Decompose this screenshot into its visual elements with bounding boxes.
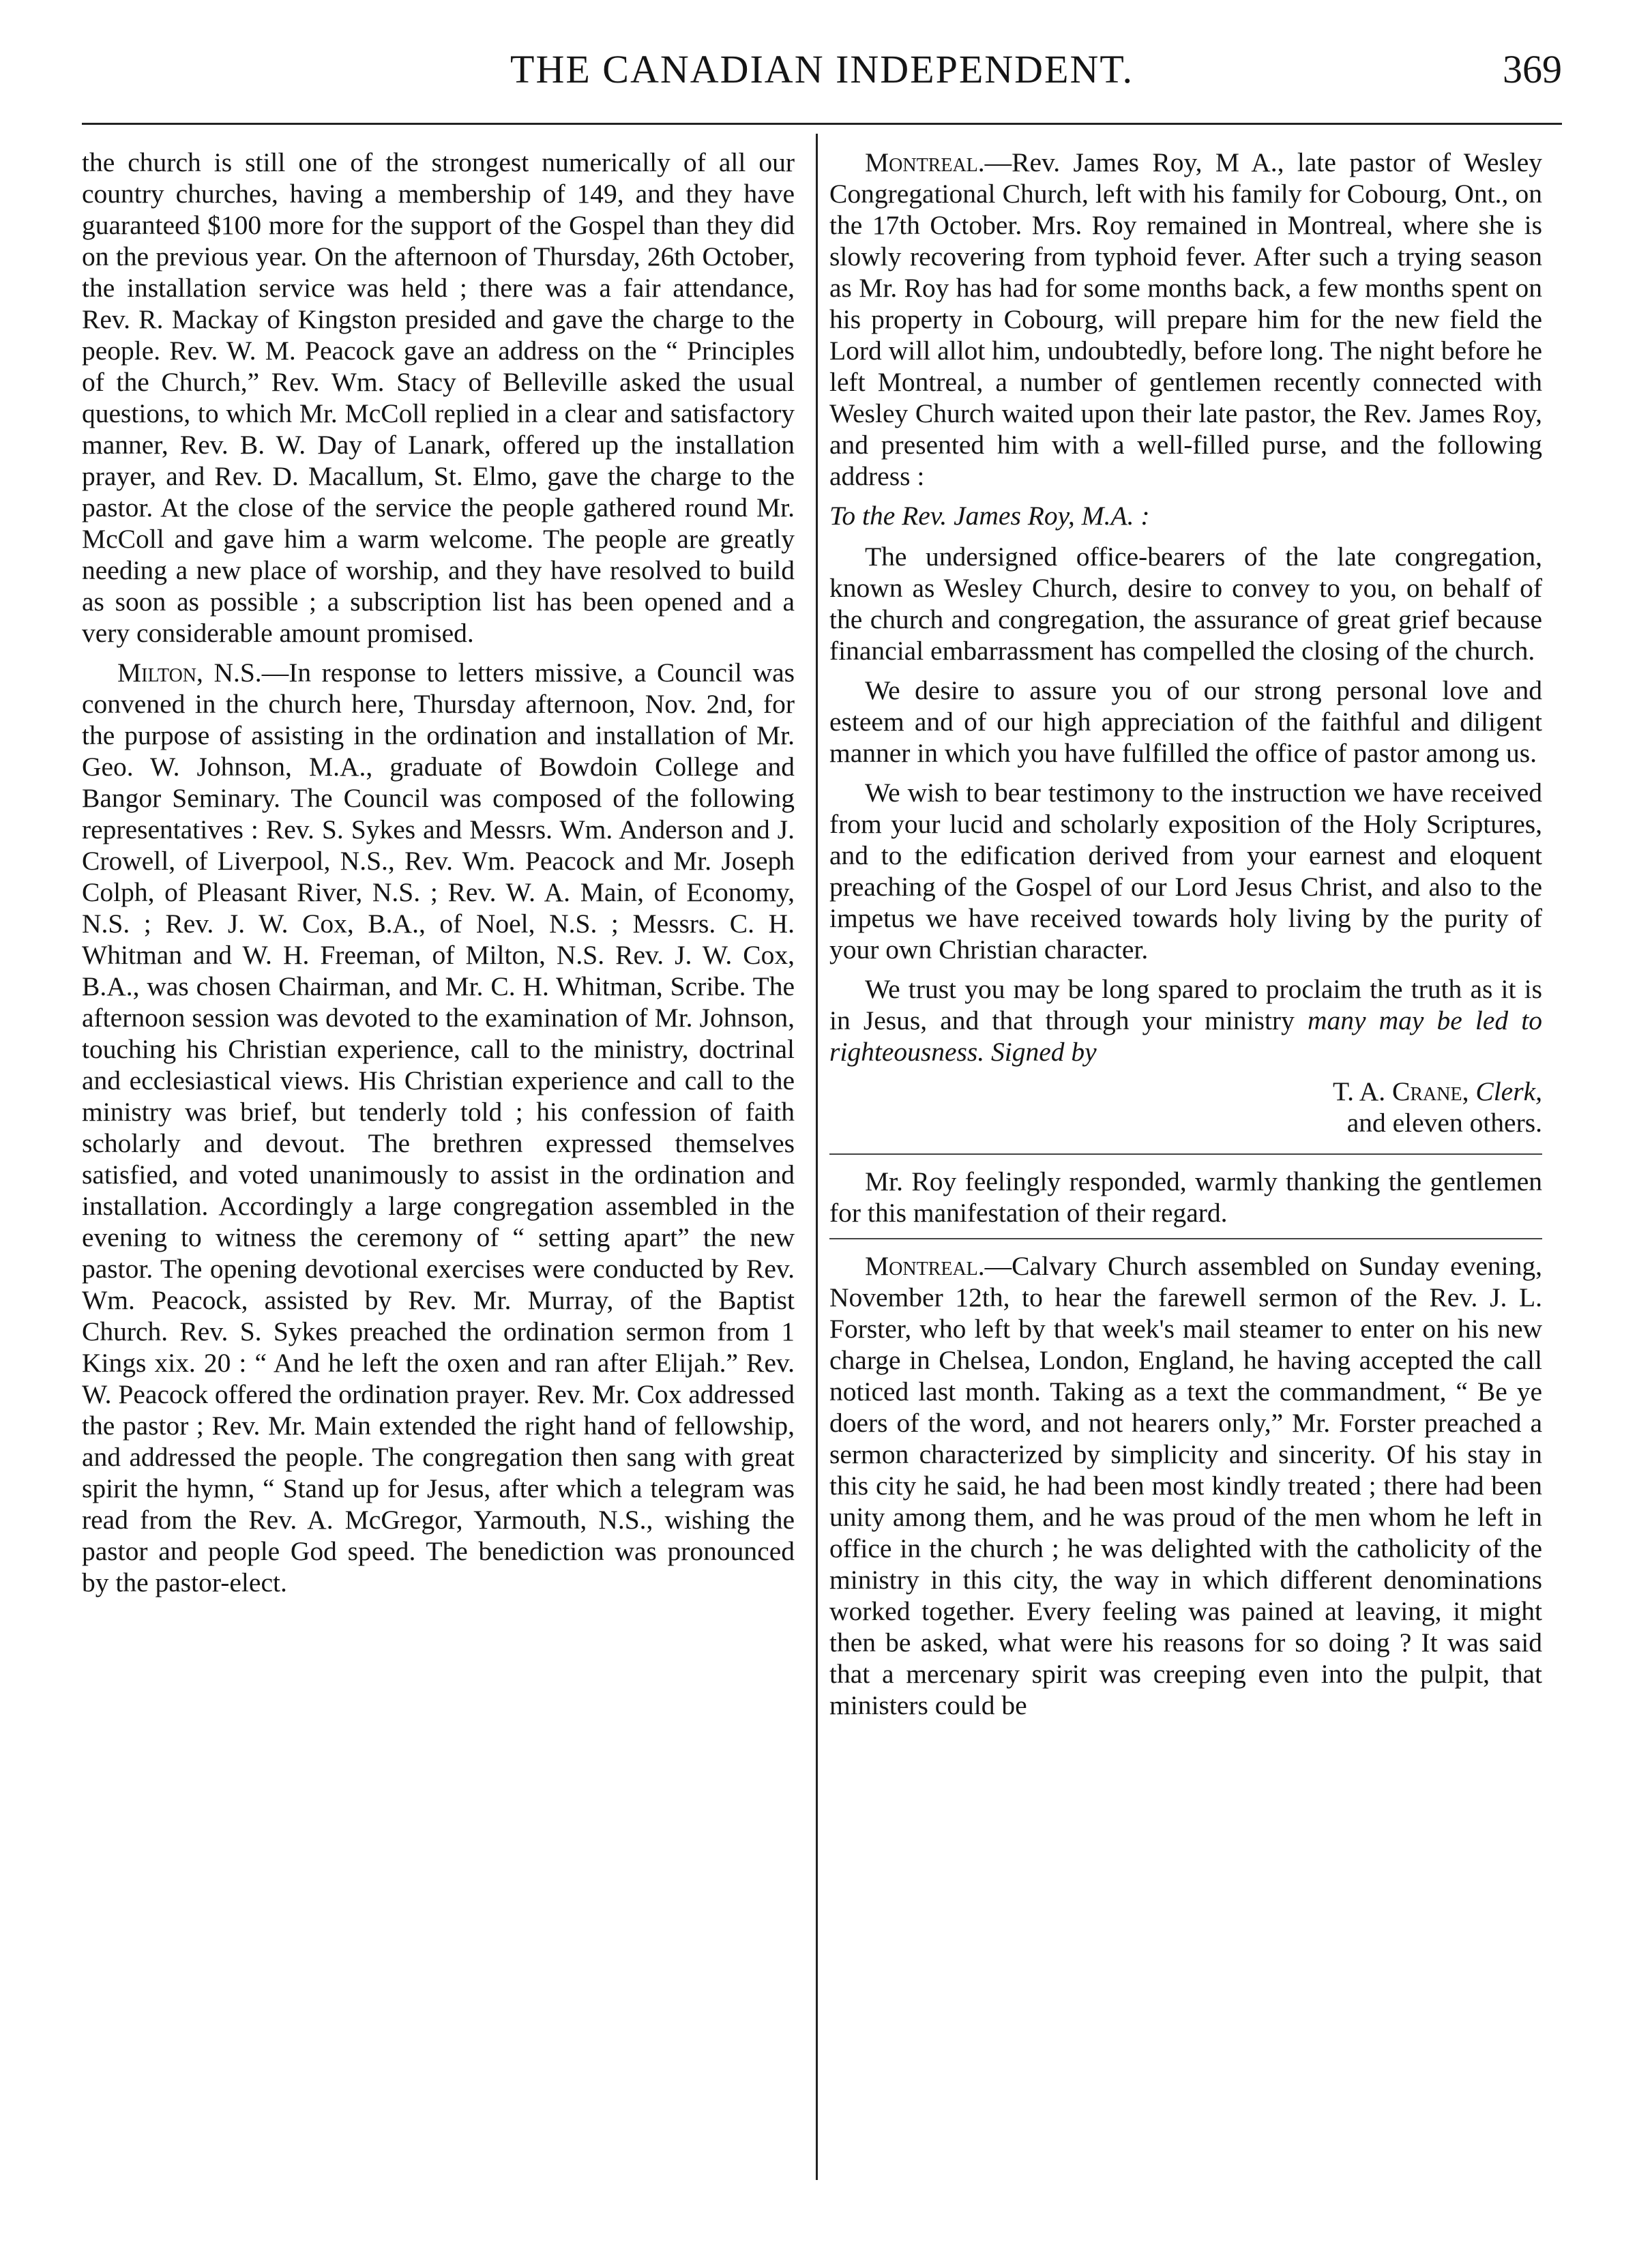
running-title: THE CANADIAN INDEPENDENT. bbox=[510, 47, 1134, 91]
address-text-italic: many may be led to righteousness. Signed by bbox=[829, 1005, 1542, 1067]
header-rule bbox=[82, 123, 1562, 125]
paragraph-milton bbox=[82, 657, 795, 1598]
page-header bbox=[82, 34, 1562, 116]
left-column bbox=[82, 147, 795, 1606]
right-column bbox=[829, 147, 1542, 1729]
address-salutation: To the Rev. James Roy, M.A. : bbox=[829, 501, 1150, 531]
address-paragraph: The undersigned office-bearers of the late congregation, known as Wesley Church, desire to convey to you, on behalf of the church and congregation, the assurance of great grief because financial embarrassment has compelled the closing of the church. bbox=[829, 542, 1542, 666]
paragraph: Mr. Roy feelingly responded, warmly thanking the gentlemen for this manifestation of their regard. bbox=[829, 1166, 1542, 1228]
signatory-role: Clerk, bbox=[1475, 1076, 1542, 1106]
paragraph-text: —Rev. James Roy, M A., late pastor of Wesley Congregational Church, left with his family for Cobourg, Ont., on the 17th October. Mrs. Roy remained in Montreal, where she is slowly recovering from typhoid fever. After such a trying season as Mr. Roy has had for some months back, a few months spent on his property in Cobourg, will prepare him for the new field the Lord will allot him, undoubtedly, before long. The night before he left Montreal, a number of gentlemen recently connected with Wesley Church waited upon their late pastor, the Rev. James Roy, and presented him with a well-filled purse, and the following address : bbox=[829, 147, 1542, 491]
paragraph-text: —In response to letters missive, a Council was convened in the church here, Thursday afternoon, Nov. 2nd, for the purpose of assisting in the ordination and installation of Mr. Geo. W. Johnson, M.A., graduate of Bowdoin College and Bangor Seminary. The Council was composed of the following representatives : Rev. S. Sykes and Messrs. Wm. Anderson and J. Crowell, of Liverpool, N.S., Rev. Wm. Peacock and Mr. Joseph Colph, of Pleasant River, N.S. ; Rev. W. A. Main, of Economy, N.S. ; Rev. J. W. Cox, B.A., of Noel, N.S. ; Messrs. C. H. Whitman and W. H. Freeman, of Milton, N.S. Rev. J. W. Cox, B.A., was chosen Chairman, and Mr. C. H. Whitman, Scribe. The afternoon session was devoted to the examination of Mr. Johnson, touching his Christian experience, call to the ministry, doctrinal and ecclesiastical views. His Christian experience and call to the ministry was brief, but tenderly told ; his confession of faith scholarly and devout. The brethren expressed themselves satisfied, and voted unanimously to assist in the ordination and installation. Accordingly a large congregation assembled in the evening to witness the ceremony of “ setting apart” the new pastor. The opening devotional exercises were conducted by Rev. Wm. Peacock, assisted by Rev. Mr. Murray, of the Baptist Church. Rev. S. Sykes preached the ordination sermon from 1 Kings xix. 20 : “ And he left the oxen and ran after Elijah.” Rev. W. Peacock offered the ordination prayer. Rev. Mr. Cox addressed the pastor ; Rev. Mr. Main extended the right hand of fellowship, and addressed the people. The congregation then sang with great spirit the hymn, “ Stand up for Jesus, after which a telegram was read from the Rev. A. McGregor, Yarmouth, N.S., wishing the pastor and people God speed. The benediction was pronounced by the pastor-elect. bbox=[82, 658, 795, 1597]
paragraph-text: —Calvary Church assembled on Sunday evening, November 12th, to hear the farewell sermon of the Rev. J. L. Forster, who left by that week's mail steamer to enter on his new charge in Chelsea, London, England, he having accepted the call noticed last month. Taking as a text the commandment, “ Be ye doers of the word, and not hearers only,” Mr. Forster preached a sermon characterized by simplicity and sincerity. Of his stay in this city he said, he had been most kindly treated ; there had been unity among them, and he was proud of the men whom he left in office in the church ; he was delighted with the catholicity of the ministry in this city, the way in which different denominations worked together. Every feeling was pained at leaving, it might then be asked, what were his reasons for so doing ? It was said that a mercenary spirit was creeping even into the pulpit, that ministers could be bbox=[829, 1251, 1542, 1720]
column-divider bbox=[816, 134, 818, 2180]
signature-block bbox=[829, 1076, 1542, 1138]
address-paragraph bbox=[829, 973, 1542, 1067]
section-divider bbox=[829, 1153, 1542, 1155]
dateline: Milton, N.S. bbox=[117, 658, 262, 688]
address-paragraph: We desire to assure you of our strong personal love and esteem and of our high appreciation of the faithful and diligent manner in which you have fulfilled the office of pastor among us. bbox=[829, 675, 1542, 768]
signatory-name: T. A. Crane, bbox=[1332, 1076, 1469, 1106]
address-text: We trust you may be long spared to proclaim the truth as it is in Jesus, and that through your ministry bbox=[829, 974, 1542, 1035]
section-divider bbox=[829, 1238, 1542, 1239]
address-paragraph: We wish to bear testimony to the instruction we have received from your lucid and scholarly exposition of the Holy Scriptures, and to the edification derived from your earnest and eloquent preaching of the Gospel of our Lord Jesus Christ, and also to the impetus we have received towards holy living by the purity of your own Christian character. bbox=[829, 778, 1542, 964]
signatory-others: and eleven others. bbox=[1346, 1108, 1542, 1138]
paragraph-montreal-calvary bbox=[829, 1250, 1542, 1721]
dateline: Montreal. bbox=[865, 147, 985, 177]
paragraph-montreal-roy bbox=[829, 147, 1542, 492]
paragraph: the church is still one of the strongest numerically of all our country churches, having a membership of 149, and they have guaranteed $100 more for the support of the Gospel than they did on the previous year. On the afternoon of Thursday, 26th October, the installation service was held ; there was a fair attendance, Rev. R. Mackay of Kingston presided and gave the charge to the people. Rev. W. M. Peacock gave an address on the “ Principles of the Church,” Rev. Wm. Stacy of Belleville asked the usual questions, to which Mr. McColl replied in a clear and satisfactory manner, Rev. B. W. Day of Lanark, offered up the installation prayer, and Rev. D. Macallum, St. Elmo, gave the charge to the pastor. At the close of the service the people gathered round Mr. McColl and gave him a warm welcome. The people are greatly needing a new place of worship, and they have resolved to build as soon as possible ; a subscription list has been opened and a very considerable amount promised. bbox=[82, 147, 795, 648]
page-number: 369 bbox=[1503, 47, 1562, 91]
dateline: Montreal. bbox=[865, 1251, 985, 1281]
